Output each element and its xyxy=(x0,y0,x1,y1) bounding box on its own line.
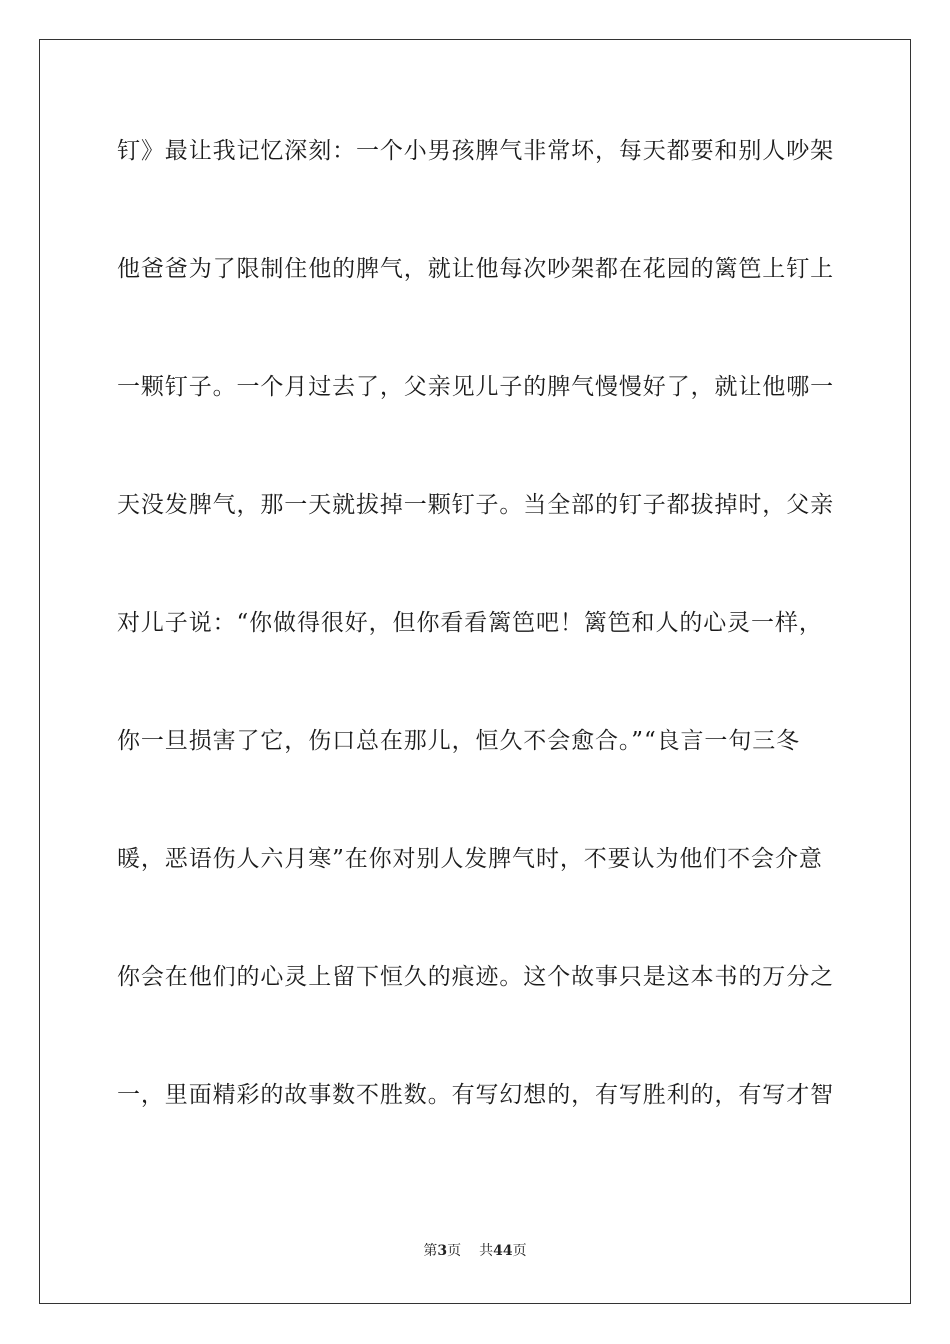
total-pages: 44 xyxy=(493,1243,513,1259)
page-suffix: 页 xyxy=(447,1243,462,1259)
text-line: 他爸爸为了限制住他的脾气，就让他每次吵架都在花园的篱笆上钉上 xyxy=(117,256,834,282)
page-number: 3 xyxy=(437,1243,448,1259)
page-footer xyxy=(0,1240,950,1260)
total-suffix: 页 xyxy=(512,1243,527,1259)
text-line: 对儿子说：“你做得很好，但你看看篱笆吧！篱笆和人的心灵一样， xyxy=(117,610,823,636)
text-line: 你会在他们的心灵上留下恒久的痕迹。这个故事只是这本书的万分之 xyxy=(117,964,834,990)
text-line: 暖，恶语伤人六月寒”在你对别人发脾气时，不要认为他们不会介意 xyxy=(117,846,823,872)
text-line: 天没发脾气，那一天就拔掉一颗钉子。当全部的钉子都拔掉时，父亲 xyxy=(117,492,834,518)
text-line: 钉》最让我记忆深刻：一个小男孩脾气非常坏，每天都要和别人吵架 xyxy=(117,138,834,164)
body-text xyxy=(117,126,833,1188)
text-line: 一颗钉子。一个月过去了，父亲见儿子的脾气慢慢好了，就让他哪一 xyxy=(117,374,834,400)
text-line: 一，里面精彩的故事数不胜数。有写幻想的，有写胜利的，有写才智 xyxy=(117,1082,834,1108)
total-prefix: 共 xyxy=(479,1243,494,1259)
page-prefix: 第 xyxy=(423,1243,438,1259)
text-line: 你一旦损害了它，伤口总在那儿，恒久不会愈合。”“良言一句三冬 xyxy=(117,728,801,754)
